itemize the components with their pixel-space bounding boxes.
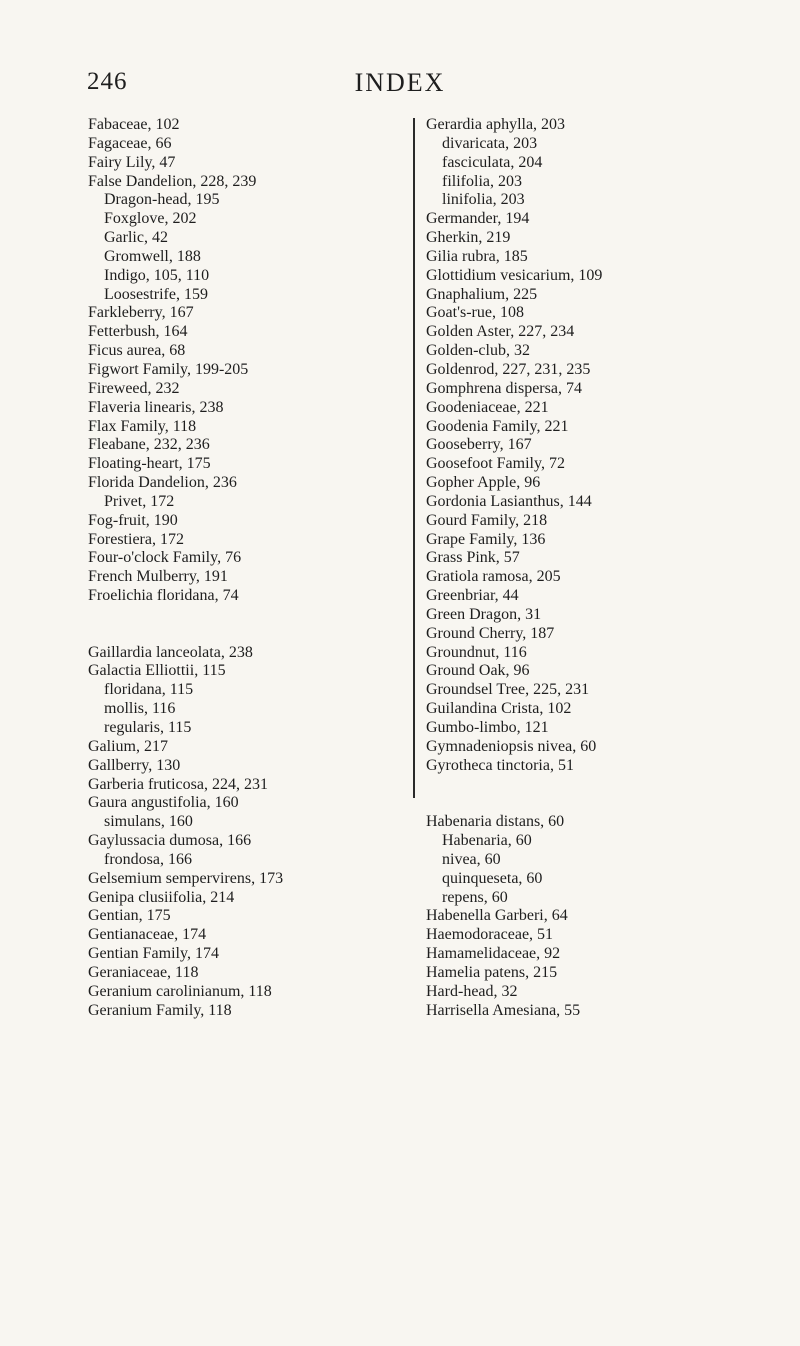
index-entry: Harrisella Amesiana, 55 (426, 1001, 581, 1019)
index-entry: Four-o'clock Family, 76 (88, 549, 242, 567)
index-entry: Fetterbush, 164 (88, 323, 188, 341)
index-entry: Gomphrena dispersa, 74 (426, 379, 582, 397)
index-entry: Gumbo-limbo, 121 (426, 719, 549, 736)
index-subentry: Habenaria, 60 (442, 832, 532, 850)
index-entry: Golden-club, 32 (426, 342, 530, 360)
index-entry: Gallberry, 130 (88, 756, 181, 774)
index-entry: Goodenia Family, 221 (426, 417, 569, 435)
index-entry: Floating-heart, 175 (88, 455, 211, 473)
index-entry: Farkleberry, 167 (88, 304, 194, 322)
index-entry: Grape Family, 136 (426, 530, 546, 548)
group-spacer (426, 776, 746, 814)
group-spacer (88, 606, 408, 644)
index-subentry: nivea, 60 (442, 850, 501, 868)
index-column-left (88, 116, 408, 1021)
index-subentry: Foxglove, 202 (104, 210, 197, 228)
index-entry: Fabaceae, 102 (88, 116, 180, 133)
index-entry: French Mulberry, 191 (88, 568, 228, 586)
index-entry: Ficus aurea, 68 (88, 342, 186, 360)
index-entry: Flaveria linearis, 238 (88, 398, 224, 416)
index-entry: Ground Cherry, 187 (426, 624, 555, 642)
page-title: INDEX (354, 68, 446, 97)
index-entry: Goldenrod, 227, 231, 235 (426, 360, 591, 378)
index-entry: Groundnut, 116 (426, 643, 527, 661)
index-entry: Gyrotheca tinctoria, 51 (426, 756, 574, 774)
index-group-f (88, 116, 408, 606)
index-group-g (88, 644, 408, 1021)
index-entry: Gilia rubra, 185 (426, 247, 528, 265)
index-entry: Hamamelidaceae, 92 (426, 945, 561, 963)
index-subentry: floridana, 115 (104, 681, 194, 699)
index-entry: Geranium Family, 118 (88, 1001, 232, 1019)
index-entry: Fog-fruit, 190 (88, 511, 178, 529)
index-entry: Galactia Elliottii, 115 (88, 662, 226, 680)
index-entry: Green Dragon, 31 (426, 605, 542, 623)
index-entry: Figwort Family, 199-205 (88, 360, 249, 378)
index-group-h (426, 813, 746, 1020)
index-subentry: Dragon-head, 195 (104, 191, 220, 209)
index-entry: Gratiola ramosa, 205 (426, 568, 561, 586)
index-entry: Geraniaceae, 118 (88, 963, 199, 981)
index-subentry: regularis, 115 (104, 719, 192, 736)
index-entry: Gelsemium sempervirens, 173 (88, 869, 284, 887)
index-entry: Gourd Family, 218 (426, 511, 548, 529)
index-entry: Habenaria distans, 60 (426, 813, 565, 831)
index-subentry: Loosestrife, 159 (104, 285, 208, 303)
index-entry: Goat's-rue, 108 (426, 304, 524, 322)
index-entry: Genipa clusiifolia, 214 (88, 888, 235, 906)
index-entry: Gentian Family, 174 (88, 945, 219, 963)
index-group-g-cont (426, 116, 746, 776)
index-entry: Greenbriar, 44 (426, 587, 519, 605)
index-subentry: Garlic, 42 (104, 229, 168, 247)
index-entry: Habenella Garberi, 64 (426, 907, 568, 925)
index-entry: Germander, 194 (426, 210, 530, 228)
index-subentry: repens, 60 (442, 888, 508, 906)
index-entry: Goodeniaceae, 221 (426, 398, 549, 416)
index-entry: Gooseberry, 167 (426, 436, 532, 454)
index-entry: Forestiera, 172 (88, 530, 184, 548)
index-entry: Gnaphalium, 225 (426, 285, 538, 303)
index-entry: Groundsel Tree, 225, 231 (426, 681, 590, 699)
index-entry: False Dandelion, 228, 239 (88, 172, 257, 190)
index-subentry: frondosa, 166 (104, 850, 192, 868)
index-entry: Garberia fruticosa, 224, 231 (88, 775, 268, 793)
index-entry: Geranium carolinianum, 118 (88, 982, 272, 1000)
page-header (0, 68, 800, 108)
index-entry: Fagaceae, 66 (88, 134, 172, 152)
index-subentry: linifolia, 203 (442, 191, 525, 209)
index-subentry: Gromwell, 188 (104, 247, 201, 265)
index-subentry: Privet, 172 (104, 492, 175, 510)
index-entry: Ground Oak, 96 (426, 662, 530, 680)
index-entry: Gaylussacia dumosa, 166 (88, 832, 252, 850)
index-subentry: Indigo, 105, 110 (104, 266, 210, 284)
index-entry: Gentian, 175 (88, 907, 171, 925)
index-entry: Hard-head, 32 (426, 982, 518, 1000)
index-entry: Gerardia aphylla, 203 (426, 116, 566, 133)
index-entry: Galium, 217 (88, 737, 168, 755)
index-subentry: mollis, 116 (104, 700, 176, 718)
index-entry: Gentianaceae, 174 (88, 926, 207, 944)
index-entry: Gaura angustifolia, 160 (88, 794, 239, 812)
index-entry: Guilandina Crista, 102 (426, 700, 572, 718)
index-entry: Gherkin, 219 (426, 229, 511, 247)
index-subentry: simulans, 160 (104, 813, 193, 831)
index-entry: Gaillardia lanceolata, 238 (88, 643, 253, 661)
index-entry: Gordonia Lasianthus, 144 (426, 492, 592, 510)
index-entry: Gymnadeniopsis nivea, 60 (426, 737, 597, 755)
page-number: 246 (87, 68, 128, 95)
index-entry: Florida Dandelion, 236 (88, 474, 237, 492)
index-subentry: filifolia, 203 (442, 172, 522, 190)
index-column-right (426, 116, 746, 1021)
index-entry: Gopher Apple, 96 (426, 474, 541, 492)
index-entry: Glottidium vesicarium, 109 (426, 266, 603, 284)
column-divider (413, 118, 415, 798)
index-entry: Golden Aster, 227, 234 (426, 323, 575, 341)
index-subentry: quinqueseta, 60 (442, 869, 543, 887)
index-entry: Fireweed, 232 (88, 379, 180, 397)
index-entry: Fleabane, 232, 236 (88, 436, 210, 454)
index-entry: Froelichia floridana, 74 (88, 587, 239, 605)
index-entry: Haemodoraceae, 51 (426, 926, 554, 944)
index-entry: Fairy Lily, 47 (88, 153, 176, 171)
index-entry: Grass Pink, 57 (426, 549, 520, 567)
index-entry: Hamelia patens, 215 (426, 963, 558, 981)
index-entry: Flax Family, 118 (88, 417, 197, 435)
index-subentry: fasciculata, 204 (442, 153, 543, 171)
index-entry: Goosefoot Family, 72 (426, 455, 565, 473)
index-subentry: divaricata, 203 (442, 134, 538, 152)
